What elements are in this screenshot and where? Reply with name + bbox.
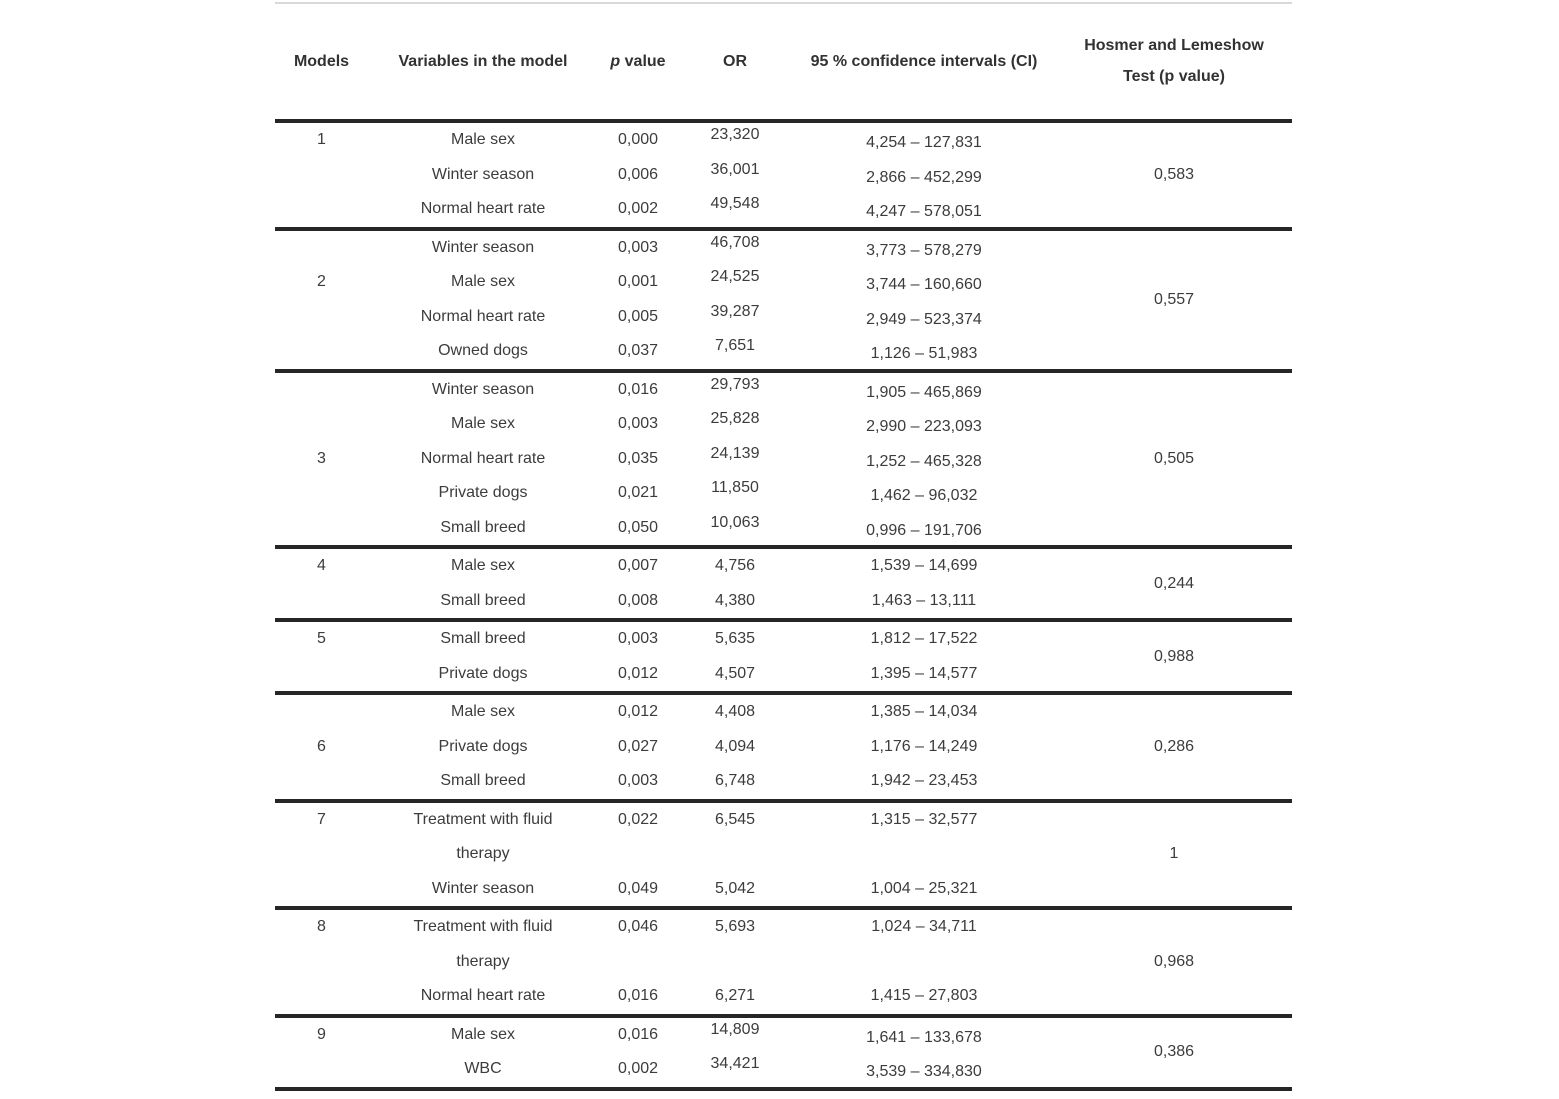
p-value-cell: 0,003 <box>617 630 659 648</box>
model-group <box>275 803 1292 911</box>
model-group <box>275 231 1292 373</box>
p-value-cell: 0,006 <box>617 165 659 183</box>
or-cell: 46,708 <box>710 233 760 251</box>
or-cell: 4,507 <box>714 664 756 682</box>
table-header-row <box>275 4 1292 123</box>
column-header-variables: Variables in the model <box>398 52 568 70</box>
p-value-cell: 0,016 <box>617 380 659 398</box>
ci-cell: 4,254 – 127,831 <box>866 134 982 152</box>
p-value-cell: 0,003 <box>617 238 659 256</box>
or-cell <box>678 837 792 872</box>
p-value-header-text: p value <box>610 52 666 70</box>
or-cell: 6,271 <box>714 987 756 1005</box>
p-value-cell: 0,002 <box>617 1060 659 1078</box>
ci-cell: 1,176 – 14,249 <box>870 737 978 755</box>
variable-cell: Small breed <box>440 630 526 648</box>
or-cell: 4,380 <box>714 591 756 609</box>
model-number: 9 <box>317 1025 326 1043</box>
model-number: 8 <box>317 918 326 936</box>
p-value-cell: 0,002 <box>617 200 659 218</box>
column-header-or: OR <box>723 52 747 70</box>
variable-cell: Small breed <box>440 591 526 609</box>
p-value-cell: 0,012 <box>617 664 659 682</box>
p-value-cell: 0,000 <box>617 131 659 149</box>
ci-cell: 1,905 – 465,869 <box>866 383 982 401</box>
variable-cell: Normal heart rate <box>420 307 546 325</box>
or-cell: 14,809 <box>710 1020 760 1038</box>
model-group <box>275 549 1292 622</box>
ci-cell: 1,462 – 96,032 <box>870 487 978 505</box>
ci-cell: 1,024 – 34,711 <box>871 918 977 936</box>
variable-cell: Winter season <box>431 879 535 897</box>
variable-cell: Normal heart rate <box>420 987 546 1005</box>
or-cell: 24,139 <box>710 444 760 462</box>
or-cell: 34,421 <box>710 1055 760 1073</box>
ci-cell: 1,539 – 14,699 <box>870 557 978 575</box>
or-cell: 10,063 <box>710 513 760 531</box>
ci-cell: 2,866 – 452,299 <box>866 168 982 186</box>
model-group <box>275 123 1292 231</box>
variable-cell: Winter season <box>431 380 535 398</box>
p-value-cell: 0,027 <box>617 737 659 755</box>
model-number: 6 <box>317 737 326 755</box>
variable-cell: Private dogs <box>438 737 528 755</box>
or-cell: 36,001 <box>710 160 760 178</box>
hosmer-lemeshow-cell: 0,968 <box>1153 952 1195 970</box>
model-group <box>275 622 1292 695</box>
variable-cell: Male sex <box>450 557 516 575</box>
p-value-cell: 0,021 <box>617 484 659 502</box>
ci-cell: 1,004 – 25,321 <box>870 879 978 897</box>
model-number: 1 <box>317 131 326 149</box>
p-value-cell: 0,008 <box>617 591 659 609</box>
hosmer-lemeshow-line1: Hosmer and Lemeshow <box>1084 37 1264 54</box>
variable-cell: Private dogs <box>438 664 528 682</box>
ci-cell: 2,990 – 223,093 <box>866 418 982 436</box>
variable-cell: WBC <box>464 1060 502 1078</box>
ci-cell: 1,463 – 13,111 <box>871 591 977 609</box>
hosmer-lemeshow-cell: 1 <box>1169 845 1179 863</box>
column-header-ci: 95 % confidence intervals (CI) <box>810 52 1038 70</box>
or-cell: 4,408 <box>714 703 756 721</box>
variable-cell: Normal heart rate <box>420 449 546 467</box>
ci-cell <box>792 837 1056 872</box>
p-value-cell <box>598 945 678 980</box>
ci-cell: 1,641 – 133,678 <box>866 1028 982 1046</box>
variable-cell: Male sex <box>450 273 516 291</box>
or-cell: 7,651 <box>714 337 756 355</box>
variable-cell: Winter season <box>431 165 535 183</box>
model-number: 5 <box>317 630 326 648</box>
or-cell <box>678 945 792 980</box>
table-body <box>275 123 1292 1091</box>
ci-cell: 1,395 – 14,577 <box>870 664 978 682</box>
or-cell: 23,320 <box>710 126 760 144</box>
hosmer-lemeshow-header-lines <box>1084 38 1264 85</box>
p-value-cell: 0,012 <box>617 703 659 721</box>
ci-cell: 3,539 – 334,830 <box>866 1063 982 1081</box>
model-number: 2 <box>317 273 326 291</box>
p-value-cell: 0,022 <box>617 810 659 828</box>
or-cell: 5,635 <box>714 630 756 648</box>
model-group <box>275 1018 1292 1091</box>
variable-cell: Private dogs <box>438 484 528 502</box>
column-header-models: Models <box>293 52 350 70</box>
ci-cell: 0,996 – 191,706 <box>866 521 982 539</box>
variable-cell: Winter season <box>431 238 535 256</box>
or-cell: 29,793 <box>710 375 760 393</box>
p-value-cell: 0,016 <box>617 1025 659 1043</box>
model-number: 7 <box>317 810 326 828</box>
model-group <box>275 373 1292 550</box>
variable-cell: Small breed <box>440 518 526 536</box>
ci-cell: 1,315 – 32,577 <box>870 810 978 828</box>
ci-cell <box>792 945 1056 980</box>
p-value-cell: 0,005 <box>617 307 659 325</box>
ci-cell: 1,812 – 17,522 <box>870 630 978 648</box>
p-value-cell: 0,050 <box>617 518 659 536</box>
or-cell: 11,850 <box>711 479 759 497</box>
column-header-p-value <box>598 52 678 72</box>
ci-cell: 1,942 – 23,453 <box>870 772 978 790</box>
or-cell: 25,828 <box>710 410 760 428</box>
model-group <box>275 910 1292 1018</box>
p-value-cell: 0,003 <box>617 772 659 790</box>
ci-cell: 3,773 – 578,279 <box>866 241 982 259</box>
p-value-cell: 0,035 <box>617 449 659 467</box>
p-value-cell: 0,001 <box>617 273 659 291</box>
p-value-cell: 0,049 <box>617 879 659 897</box>
variable-cell: Male sex <box>450 1025 516 1043</box>
ci-cell: 2,949 – 523,374 <box>866 310 982 328</box>
column-header-hosmer-lemeshow <box>1056 38 1292 85</box>
ci-cell: 4,247 – 578,051 <box>866 203 982 221</box>
hosmer-lemeshow-cell: 0,583 <box>1153 165 1195 183</box>
p-value-cell: 0,046 <box>617 918 659 936</box>
hosmer-lemeshow-cell: 0,386 <box>1153 1043 1195 1060</box>
variable-cell: Owned dogs <box>438 342 528 360</box>
hosmer-lemeshow-cell: 0,244 <box>1153 574 1195 592</box>
hosmer-lemeshow-cell: 0,988 <box>1153 647 1195 665</box>
variable-cell: Treatment with fluid <box>413 918 553 936</box>
or-cell: 49,548 <box>710 195 760 213</box>
hosmer-lemeshow-cell: 0,286 <box>1153 737 1195 755</box>
variable-cell: Male sex <box>450 703 516 721</box>
or-cell: 5,042 <box>714 879 756 897</box>
model-number: 3 <box>317 449 326 467</box>
p-value-cell: 0,037 <box>617 342 659 360</box>
variable-cell: therapy <box>456 845 510 863</box>
or-cell: 39,287 <box>710 302 760 320</box>
regression-results-table <box>275 0 1292 1091</box>
variable-cell: Normal heart rate <box>420 200 546 218</box>
variable-cell: Small breed <box>440 772 526 790</box>
p-value-cell <box>598 837 678 872</box>
p-value-cell: 0,003 <box>617 415 659 433</box>
ci-cell: 1,126 – 51,983 <box>870 345 978 363</box>
model-number: 4 <box>317 557 326 575</box>
or-cell: 6,545 <box>714 810 756 828</box>
variable-cell: therapy <box>456 952 510 970</box>
p-value-cell: 0,007 <box>617 557 659 575</box>
ci-cell: 1,415 – 27,803 <box>870 987 978 1005</box>
or-cell: 4,756 <box>714 557 756 575</box>
p-value-cell: 0,016 <box>617 987 659 1005</box>
variable-cell: Male sex <box>450 131 516 149</box>
ci-cell: 1,252 – 465,328 <box>866 452 982 470</box>
ci-cell: 1,385 – 14,034 <box>870 703 978 721</box>
hosmer-lemeshow-line2: Test (p value) <box>1123 68 1225 85</box>
variable-cell: Male sex <box>450 415 516 433</box>
model-group <box>275 695 1292 803</box>
or-cell: 5,693 <box>714 918 756 936</box>
ci-cell: 3,744 – 160,660 <box>866 276 982 294</box>
or-cell: 6,748 <box>714 772 756 790</box>
or-cell: 24,525 <box>710 268 760 286</box>
hosmer-lemeshow-cell: 0,505 <box>1153 449 1195 467</box>
hosmer-lemeshow-cell: 0,557 <box>1153 290 1195 308</box>
or-cell: 4,094 <box>714 737 756 755</box>
variable-cell: Treatment with fluid <box>413 810 553 828</box>
